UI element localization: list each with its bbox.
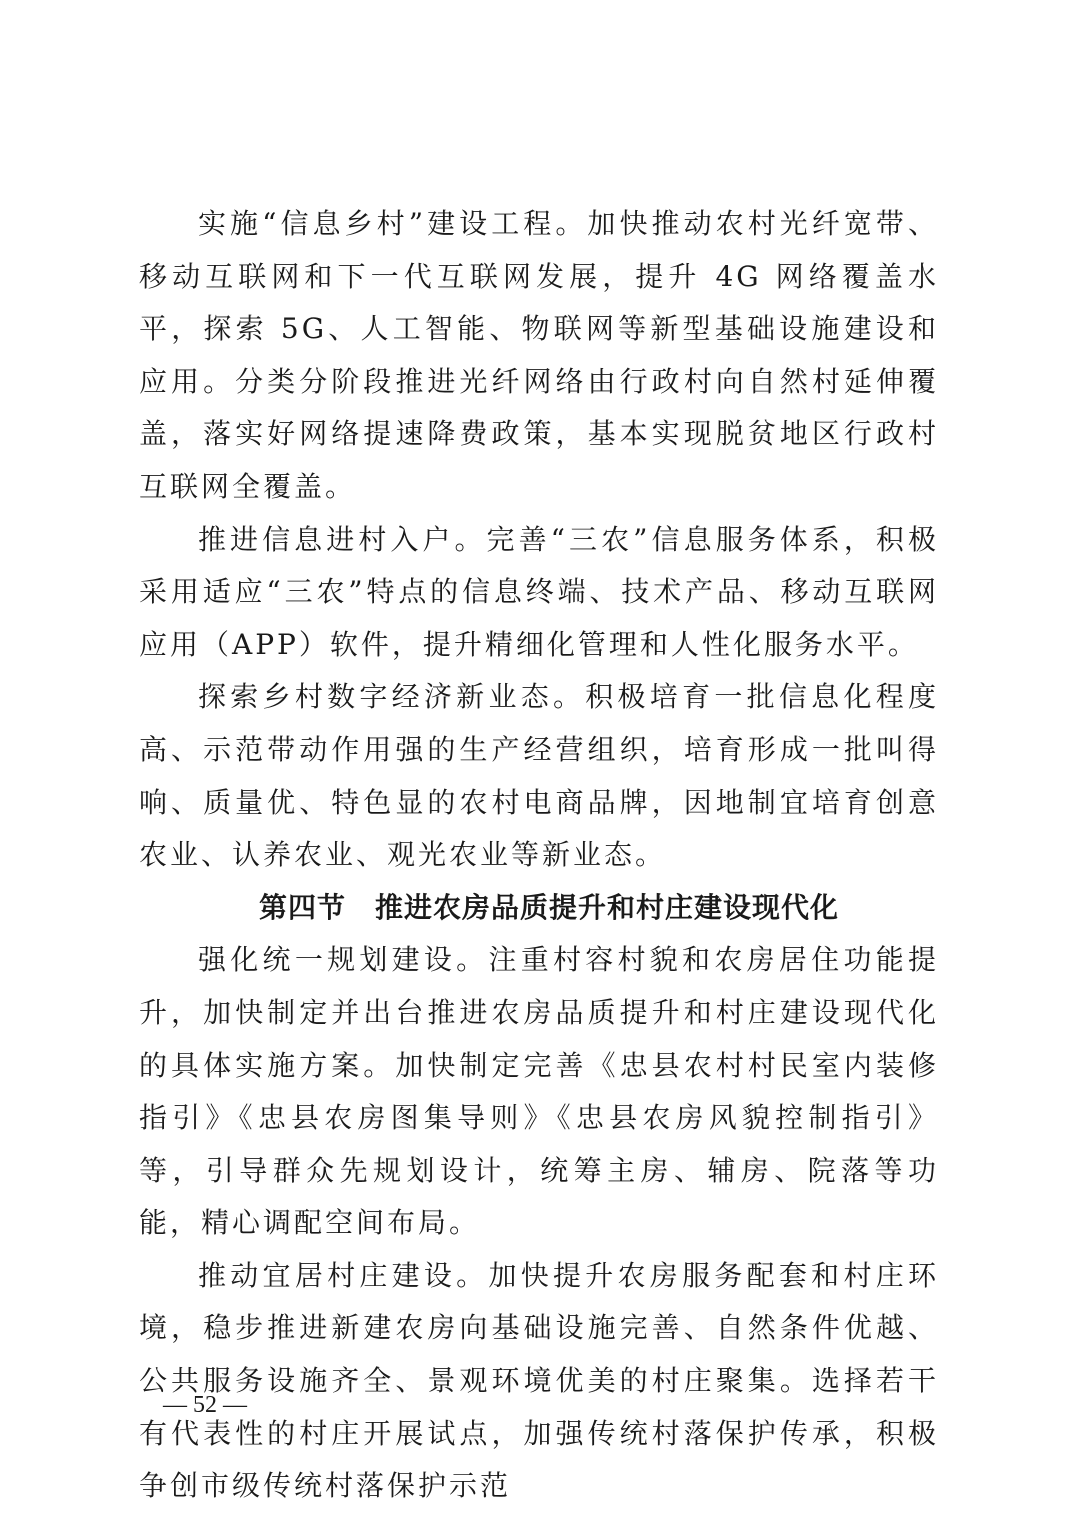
paragraph-livable-village: 推动宜居村庄建设。加快提升农房服务配套和村庄环境，稳步推进新建农房向基础设施完善、自然条件优越、公共服务设施齐全、景观环境优美的村庄聚集。选择若干有代表性的村庄开展试点，加强传统村落保护传承，积极争创市级传统村落保护示范: [139, 1258, 939, 1503]
paragraph-digital-economy: 探索乡村数字经济新业态。积极培育一批信息化程度高、示范带动作用强的生产经营组织，培育形成一批叫得响、质量优、特色显的农村电商品牌，因地制宜培育创意农业、认养农业、观光农业等新业态。: [139, 680, 939, 872]
paragraph-unified-planning: 强化统一规划建设。注重村容村貌和农房居住功能提升，加快制定并出台推进农房品质提升和村庄建设现代化的具体实施方案。加快制定完善《忠县农村村民室内装修指引》《忠县农房图集导则》《忠县农房风貌控制指引》等，引导群众先规划设计，统筹主房、辅房、院落等功能，精心调配空间布局。: [139, 943, 939, 1240]
paragraph-information-to-households: 推进信息进村入户。完善“三农”信息服务体系，积极采用适应“三农”特点的信息终端、技术产品、移动互联网应用（APP）软件，提升精细化管理和人性化服务水平。: [139, 522, 939, 661]
section-heading: 第四节 推进农房品质提升和村庄建设现代化: [258, 890, 839, 924]
paragraph-information-village: 实施“信息乡村”建设工程。加快推动农村光纤宽带、移动互联网和下一代互联网发展，提升 4G 网络覆盖水平，探索 5G、人工智能、物联网等新型基础设施建设和应用。分类分阶段推进光纤网络由行政村向自然村延伸覆盖，落实好网络提速降费政策，基本实现脱贫地区行政村互联网全覆盖。: [139, 207, 939, 503]
page-number: — 52 —: [163, 1392, 247, 1418]
body-text: [139, 198, 939, 1513]
